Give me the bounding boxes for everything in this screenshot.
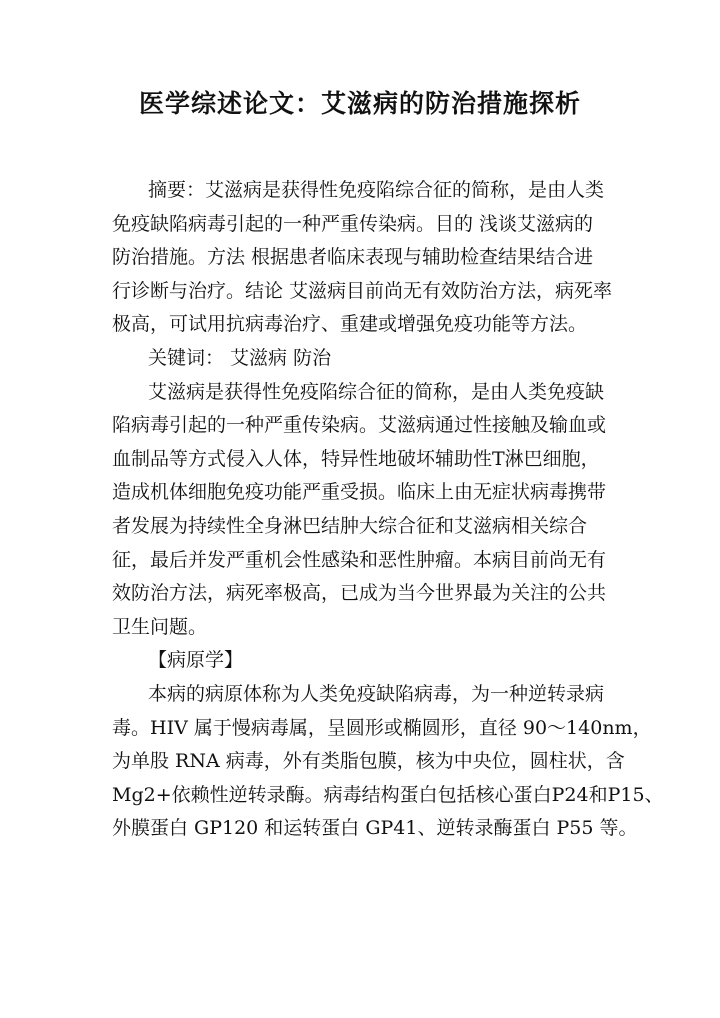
etiology-paragraph [112,678,664,846]
abstract-line: 防治措施。方法 根据患者临床表现与辅助检查结果结合进 [112,246,594,269]
document-title: 医学综述论文：艾滋病的防治措施探析 [138,89,581,118]
intro-line: 者发展为持续性全身淋巴结肿大综合征和艾滋病相关综合 [112,514,588,537]
abstract-paragraph [112,174,632,342]
abstract-line: 极高，可试用抗病毒治疗、重建或增强免疫功能等方法。 [112,313,588,336]
keywords-line: 关键词： 艾滋病 防治 [148,346,332,369]
section-heading-etiology: 【病原学】 [148,649,244,672]
intro-line: 效防治方法，病死率极高，已成为当今世界最为关注的公共 [112,582,607,605]
intro-line: 血制品等方式侵入人体，特异性地破坏辅助性T淋巴细胞， [112,447,600,470]
intro-line: 卫生问题。 [112,615,208,638]
intro-paragraph [112,376,632,645]
abstract-line: 摘要：艾滋病是获得性免疫陷综合征的简称，是由人类 [148,179,605,201]
etiology-line: 为单股 RNA 病毒，外有类脂包膜，核为中央位，圆柱状，含 [112,750,625,773]
etiology-line: 毒。HIV 属于慢病毒属，呈圆形或椭圆形，直径 90～140nm， [112,716,652,739]
intro-line: 艾滋病是获得性免疫陷综合征的简称，是由人类免疫缺 [148,380,605,403]
document-body [112,174,664,846]
intro-line: 征，最后并发严重机会性感染和恶性肿瘤。本病目前尚无有 [112,548,607,571]
etiology-line: 外膜蛋白 GP120 和运转蛋白 GP41、逆转录酶蛋白 P55 等。 [112,817,638,840]
intro-line: 陷病毒引起的一种严重传染病。艾滋病通过性接触及输血或 [112,414,607,437]
abstract-line: 行诊断与治疗。结论 艾滋病目前尚无有效防治方法，病死率 [112,279,613,302]
abstract-line: 免疫缺陷病毒引起的一种严重传染病。目的 浅谈艾滋病的 [112,212,594,235]
etiology-line: Mg2+依赖性逆转录酶。病毒结构蛋白包括核心蛋白P24和P15、 [112,783,664,806]
intro-line: 造成机体细胞免疫功能严重受损。临床上由无症状病毒携带 [112,481,607,504]
etiology-line: 本病的病原体称为人类免疫缺陷病毒，为一种逆转录病 [148,682,605,705]
